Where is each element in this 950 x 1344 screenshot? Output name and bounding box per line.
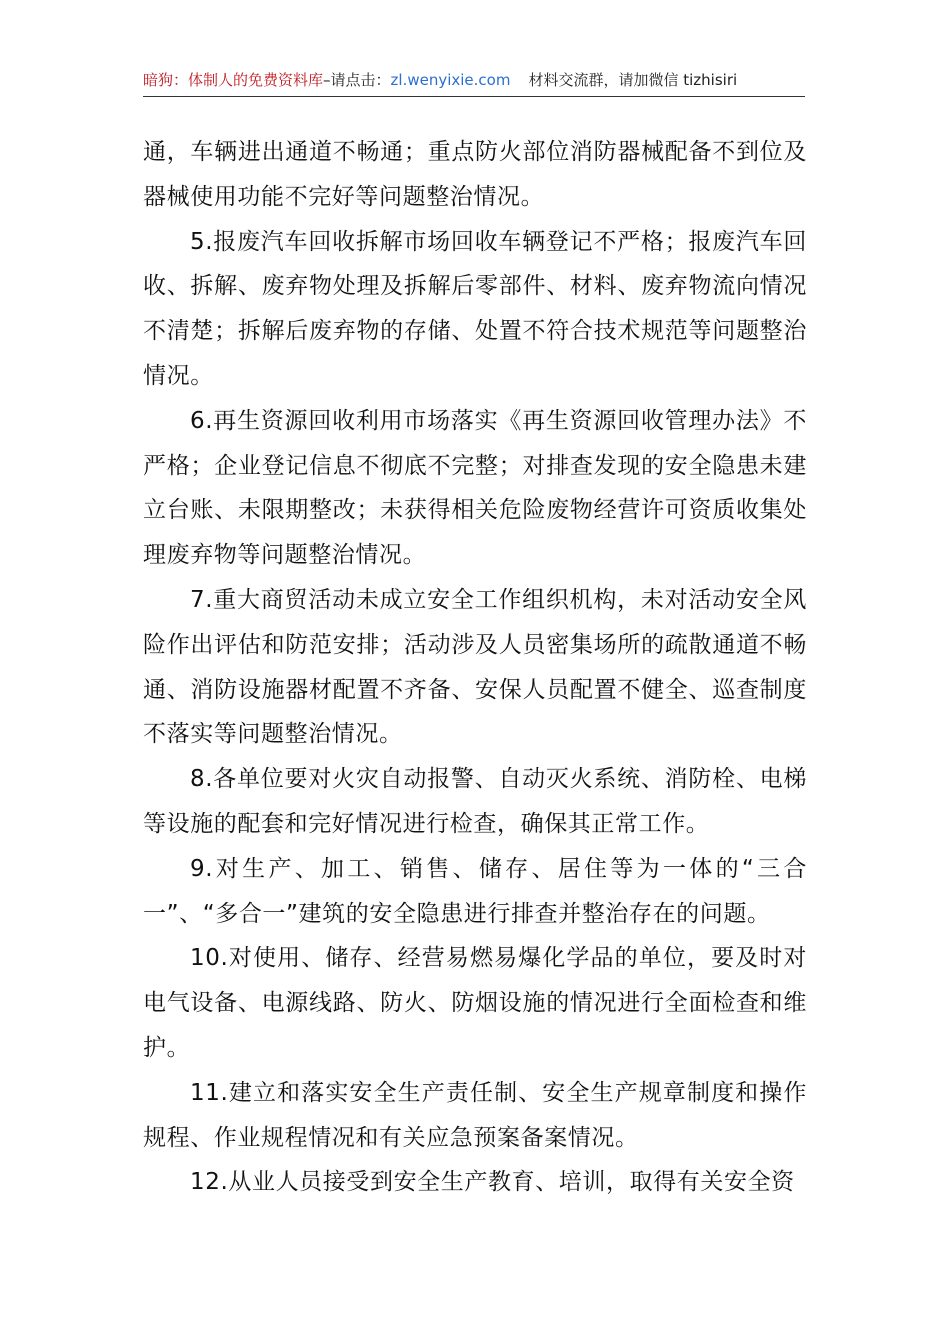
paragraph-item-9: 9.对生产、加工、销售、储存、居住等为一体的“三合一”、“多合一”建筑的安全隐患进行排查并整治存在的问题。 bbox=[143, 855, 807, 927]
header-click-prompt: –请点击： bbox=[323, 71, 391, 89]
paragraph-item-8: 8.各单位要对火灾自动报警、自动灭火系统、消防栓、电梯等设施的配套和完好情况进行检查，确保其正常工作。 bbox=[143, 766, 807, 837]
header-url-link[interactable]: zl.wenyixie.com bbox=[390, 71, 511, 89]
paragraph-item-7: 7.重大商贸活动未成立安全工作组织机构，未对活动安全风险作出评估和防范安排；活动涉及人员密集场所的疏散通道不畅通、消防设施器材配置不齐备、安保人员配置不健全、巡查制度不落实等问题整治情况。 bbox=[143, 586, 807, 748]
paragraph-item-10: 10.对使用、储存、经营易燃易爆化学品的单位，要及时对电气设备、电源线路、防火、防烟设施的情况进行全面检查和维护。 bbox=[143, 945, 807, 1061]
paragraph-continuation: 通，车辆进出通道不畅通；重点防火部位消防器械配备不到位及器械使用功能不完好等问题整治情况。 bbox=[143, 139, 807, 210]
paragraph-item-11: 11.建立和落实安全生产责任制、安全生产规章制度和操作规程、作业规程情况和有关应急预案备案情况。 bbox=[143, 1079, 807, 1151]
paragraph-item-12: 12.从业人员接受到安全生产教育、培训，取得有关安全资 bbox=[190, 1169, 795, 1196]
document-body bbox=[143, 130, 807, 1205]
paragraph-item-6: 6.再生资源回收利用市场落实《再生资源回收管理办法》不严格；企业登记信息不彻底不完整；对排查发现的安全隐患未建立台账、未限期整改；未获得相关危险废物经营许可资质收集处理废弃物等问题整治情况。 bbox=[143, 407, 807, 569]
page-header bbox=[143, 64, 805, 96]
header-divider bbox=[143, 96, 805, 97]
paragraph-item-5: 5.报废汽车回收拆解市场回收车辆登记不严格；报废汽车回收、拆解、废弃物处理及拆解后零部件、材料、废弃物流向情况不清楚；拆解后废弃物的存储、处置不符合技术规范等问题整治情况。 bbox=[143, 228, 807, 389]
header-site-name: 暗狗：体制人的免费资料库 bbox=[143, 71, 324, 89]
header-group-notice: 材料交流群，请加微信 tizhisiri bbox=[528, 71, 738, 89]
